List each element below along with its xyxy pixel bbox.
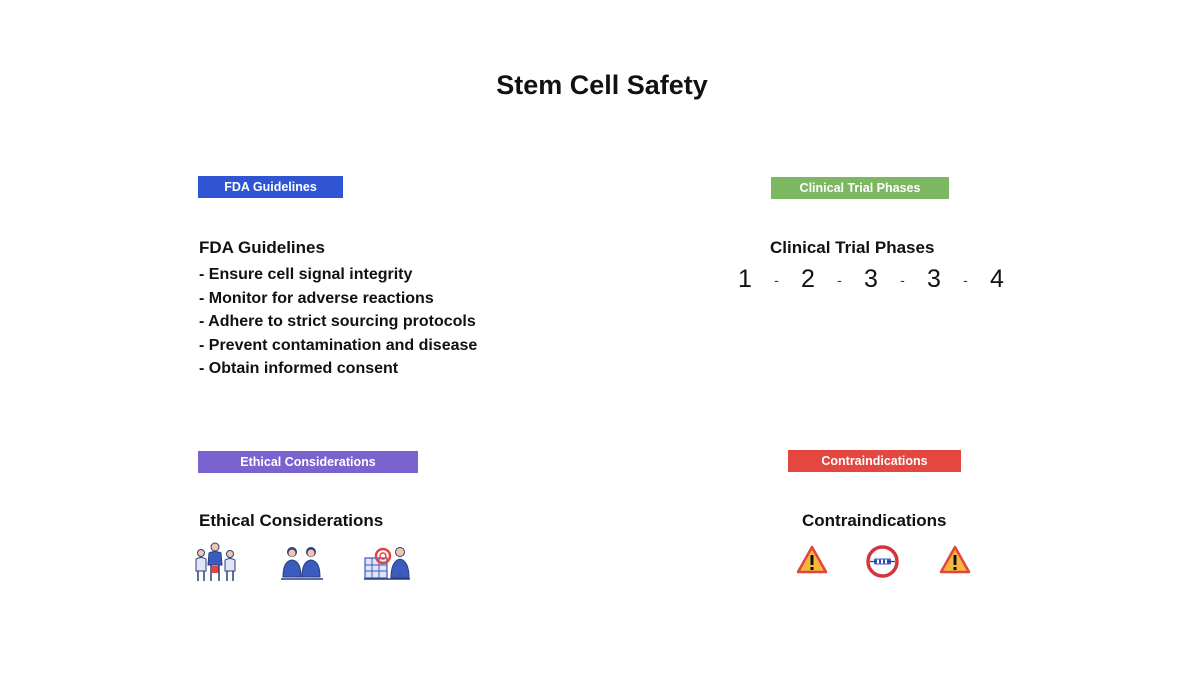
lab-researcher-icon xyxy=(363,544,411,581)
fda-guidelines-tag: FDA Guidelines xyxy=(198,176,343,198)
list-item: - Obtain informed consent xyxy=(199,360,399,377)
phase-number: 4 xyxy=(990,265,1004,293)
warning-triangle-icon xyxy=(939,545,971,575)
list-item: - Prevent contamination and disease xyxy=(199,336,478,354)
list-item: - Adhere to strict sourcing protocols xyxy=(199,313,476,330)
contraindications-tag: Contraindications xyxy=(788,450,961,472)
phase-number: 3 xyxy=(927,265,941,293)
warning-triangle-icon xyxy=(796,545,828,575)
clinical-trial-phases-tag: Clinical Trial Phases xyxy=(771,177,949,199)
phase-number: 3 xyxy=(864,265,878,293)
two-people-icon xyxy=(280,544,324,581)
ethical-considerations-heading: Ethical Considerations xyxy=(199,511,384,530)
phase-separator: - xyxy=(774,271,779,288)
fda-guidelines-heading: FDA Guidelines xyxy=(199,238,325,257)
page-title: Stem Cell Safety xyxy=(496,70,708,100)
phase-separator: - xyxy=(900,271,905,288)
phase-sequence xyxy=(733,265,1009,294)
phase-number: 2 xyxy=(801,265,815,293)
team-people-icon xyxy=(193,541,239,583)
contraindications-heading: Contraindications xyxy=(802,511,947,530)
fda-guidelines-list xyxy=(199,263,477,381)
phase-separator: - xyxy=(963,271,968,288)
clinical-trial-phases-heading: Clinical Trial Phases xyxy=(770,238,935,257)
phase-number: 1 xyxy=(738,265,752,293)
list-item: - Monitor for adverse reactions xyxy=(199,289,434,307)
no-entry-syringe-icon xyxy=(866,545,899,578)
phase-separator: - xyxy=(837,271,842,288)
ethical-considerations-tag: Ethical Considerations xyxy=(198,451,418,473)
list-item: - Ensure cell signal integrity xyxy=(199,266,413,283)
